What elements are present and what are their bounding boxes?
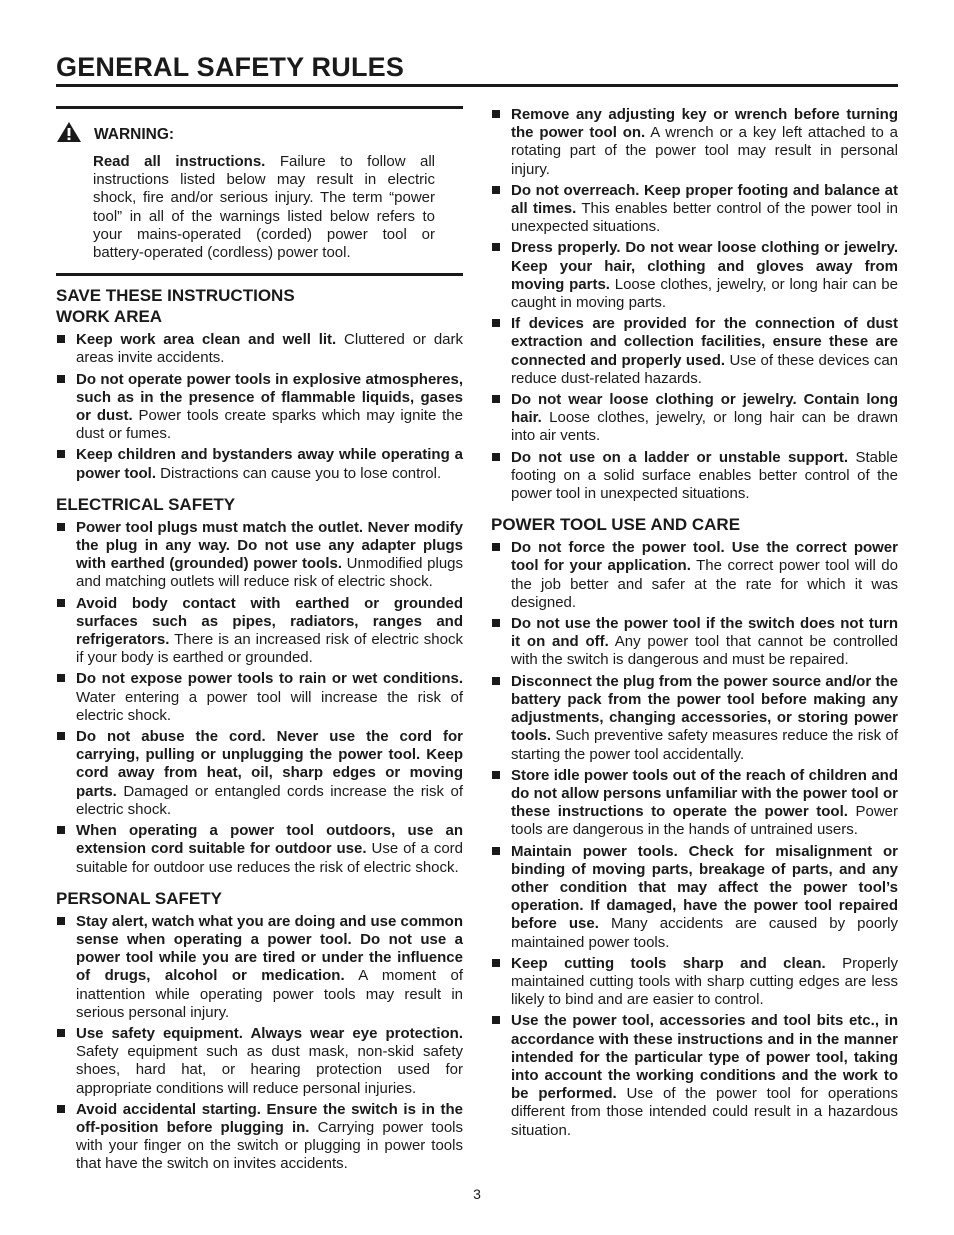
rule-lead: Avoid body contact with earthed or grounded surfaces such as pipes, radiators, ranges and refrigerators. — [76, 594, 463, 649]
rule-item — [491, 1012, 898, 1139]
rule-text: Use of these devices can reduce dust-related hazards. — [511, 351, 898, 387]
section-divider — [56, 273, 463, 276]
square-bullet-icon — [492, 243, 500, 251]
square-bullet-icon — [57, 599, 65, 607]
rule-item — [56, 670, 463, 725]
rule-text: Use of the power tool for operations different from those intended could result in a hazardous situation. — [511, 1085, 898, 1139]
rule-item — [56, 913, 463, 1022]
warning-heading — [56, 121, 463, 149]
rule-item — [491, 391, 898, 446]
rule-lead: Keep cutting tools sharp and clean. — [511, 954, 826, 972]
rule-text: This enables better control of the power tool in unexpected situations. — [511, 200, 898, 236]
square-bullet-icon — [492, 619, 500, 627]
page-number: 3 — [473, 1186, 481, 1202]
rule-item — [56, 1101, 463, 1174]
rule-item — [56, 595, 463, 668]
warning-lead: Read all instructions. — [93, 153, 266, 170]
rule-lead: Do not operate power tools in explosive atmospheres, such as in the presence of flammable liquids, gases or dust. — [76, 370, 463, 425]
rule-item — [491, 955, 898, 1010]
rule-lead: Remove any adjusting key or wrench before turning the power tool on. — [511, 106, 898, 142]
rule-text: Properly maintained cutting tools with sharp cutting edges are less likely to bind and are easier to control. — [511, 954, 898, 1009]
square-bullet-icon — [492, 1016, 500, 1024]
rule-item — [491, 767, 898, 840]
work-area-heading: WORK AREA — [56, 307, 163, 327]
square-bullet-icon — [57, 1029, 65, 1037]
rule-text: A wrench or a key left attached to a rotating part of the power tool may result in personal injury. — [511, 124, 898, 178]
rule-lead: Use the power tool, accessories and tool bits etc., in accordance with these instructions and in the manner intended for the particular type of power tool, taking into account the working conditions and the work to be performed. — [511, 1012, 898, 1103]
rule-text: Loose clothes, jewelry, or long hair can be drawn into air vents. — [511, 409, 898, 445]
rule-lead: Keep work area clean and well lit. — [76, 331, 337, 349]
rule-lead: Avoid accidental starting. Ensure the switch is in the off-position before plugging in. — [76, 1100, 463, 1136]
warning-box — [56, 106, 463, 262]
rule-text: Use of a cord suitable for outdoor use reduces the risk of electric shock. — [76, 840, 463, 876]
rule-item — [56, 1025, 463, 1098]
rule-lead: If devices are provided for the connection of dust extraction and collection facilities, ensure these are connected and properly used. — [511, 315, 898, 369]
rule-lead: Do not use the power tool if the switch does not turn it on and off. — [511, 615, 898, 651]
square-bullet-icon — [492, 110, 500, 118]
square-bullet-icon — [57, 826, 65, 834]
rule-item — [491, 315, 898, 388]
rule-item — [491, 106, 898, 179]
electrical-safety-heading: ELECTRICAL SAFETY — [56, 494, 236, 514]
rule-text: Cluttered or dark areas invite accidents. — [76, 331, 464, 367]
rule-text: Such preventive safety measures reduce the risk of starting the power tool accidentally. — [511, 727, 898, 763]
rule-lead: Do not use on a ladder or unstable support. — [511, 448, 849, 466]
title-rule — [56, 84, 898, 87]
rule-item — [491, 615, 898, 670]
rule-item — [56, 331, 463, 367]
rule-text: Carrying power tools with your finger on the switch or plugging in power tools that have the switch on invites accidents. — [76, 1118, 463, 1173]
rule-text: Any power tool that cannot be controlled with the switch is dangerous and must be repaired. — [511, 633, 899, 669]
square-bullet-icon — [492, 847, 500, 855]
warning-body: Failure to follow all instructions listed below may result in electric shock, fire and/or serious injury. The term “power tool” in all of the warnings listed below refers to your mains-operated (corded) power tool or battery-operated (cordless) power tool. — [93, 153, 436, 262]
rule-text: Damaged or entangled cords increase the risk of electric shock. — [76, 782, 464, 818]
rule-text: The correct power tool will do the job better and safer at the rate for which it was designed. — [511, 557, 898, 611]
rule-lead: Do not overreach. Keep proper footing and balance at all times. — [511, 181, 898, 218]
electrical-safety-list — [56, 519, 463, 877]
power-tool-use-list — [491, 539, 898, 1140]
rule-item — [491, 843, 898, 952]
square-bullet-icon — [57, 450, 65, 458]
rule-item — [491, 673, 898, 764]
square-bullet-icon — [492, 677, 500, 685]
save-instructions-heading: SAVE THESE INSTRUCTIONS — [56, 286, 295, 306]
rule-text: Power tools create sparks which may ignite the dust or fumes. — [76, 407, 463, 443]
square-bullet-icon — [492, 771, 500, 779]
rule-lead: Store idle power tools out of the reach of children and do not allow persons unfamiliar with the power tool or these instructions to operate the power tool. — [511, 766, 898, 821]
rule-lead: Use safety equipment. Always wear eye protection. — [76, 1024, 463, 1042]
personal-safety-heading: PERSONAL SAFETY — [56, 888, 222, 908]
rule-text: Stable footing on a solid surface enables better control of the power tool in unexpected situations. — [511, 448, 898, 503]
rule-item — [56, 371, 463, 444]
rule-lead: Stay alert, watch what you are doing and use common sense when operating a power tool. Do not use a power tool while you are tired or under the influence of drugs, alcohol or medication. — [76, 912, 463, 985]
square-bullet-icon — [492, 319, 500, 327]
square-bullet-icon — [492, 395, 500, 403]
square-bullet-icon — [57, 674, 65, 682]
rule-text: Water entering a power tool will increase the risk of electric shock. — [76, 688, 463, 724]
square-bullet-icon — [492, 959, 500, 967]
rule-lead: Do not wear loose clothing or jewelry. Contain long hair. — [511, 391, 898, 427]
square-bullet-icon — [492, 453, 500, 461]
rule-text: There is an increased risk of electric shock if your body is earthed or grounded. — [76, 631, 463, 667]
rule-lead: Do not expose power tools to rain or wet conditions. — [76, 670, 463, 688]
page-title: GENERAL SAFETY RULES — [56, 52, 405, 82]
square-bullet-icon — [492, 186, 500, 194]
left-column — [56, 106, 463, 1177]
rule-lead: Do not abuse the cord. Never use the cord for carrying, pulling or unplugging the power tool. Keep cord away from heat, oil, sharp edges or moving parts. — [76, 728, 463, 800]
square-bullet-icon — [57, 375, 65, 383]
rule-lead: Disconnect the plug from the power source and/or the battery pack from the power tool before making any adjustments, changing accessories, or storing power tools. — [511, 672, 898, 745]
rule-text: Distractions can cause you to lose control. — [160, 464, 442, 482]
square-bullet-icon — [57, 732, 65, 740]
rule-item — [56, 728, 463, 819]
rule-item — [491, 182, 898, 237]
warning-triangle-icon — [56, 121, 82, 149]
power-tool-use-heading: POWER TOOL USE AND CARE — [491, 515, 741, 535]
rule-lead: Do not force the power tool. Use the correct power tool for your application. — [511, 539, 898, 575]
square-bullet-icon — [57, 335, 65, 343]
rule-item — [56, 519, 463, 592]
warning-label: WARNING: — [94, 126, 175, 143]
rule-item — [491, 239, 898, 312]
square-bullet-icon — [57, 1105, 65, 1113]
rule-text: Many accidents are caused by poorly maintained power tools. — [511, 915, 898, 951]
rule-text: Safety equipment such as dust mask, non-skid safety shoes, hard hat, or hearing protection used for appropriate conditions will reduce personal injuries. — [76, 1043, 463, 1097]
rule-lead: When operating a power tool outdoors, use an extension cord suitable for outdoor use. — [76, 822, 463, 858]
rule-lead: Keep children and bystanders away while operating a power tool. — [76, 446, 463, 482]
rule-item — [491, 539, 898, 612]
rule-text: Unmodified plugs and matching outlets will reduce risk of electric shock. — [76, 555, 463, 591]
rule-lead: Power tool plugs must match the outlet. Never modify the plug in any way. Do not use any adapter plugs with earthed (grounded) power tools. — [76, 518, 463, 573]
rule-lead: Maintain power tools. Check for misalignment or binding of moving parts, breakage of parts, and any other condition that may affect the power tool’s operation. If damaged, have the power tool repaired before use. — [511, 842, 898, 933]
rule-text: Power tools are dangerous in the hands of untrained users. — [511, 803, 899, 839]
rule-item — [491, 449, 898, 504]
square-bullet-icon — [57, 917, 65, 925]
square-bullet-icon — [492, 543, 500, 551]
right-column — [491, 106, 898, 1143]
personal-safety-list — [56, 913, 463, 1174]
personal-safety-list-continued — [491, 106, 898, 503]
rule-lead: Dress properly. Do not wear loose clothing or jewelry. Keep your hair, clothing and gloves away from moving parts. — [511, 239, 898, 293]
rule-item — [56, 446, 463, 482]
rule-text: A moment of inattention while operating power tools may result in serious personal injury. — [76, 967, 463, 1021]
square-bullet-icon — [57, 523, 65, 531]
warning-text — [93, 153, 435, 262]
work-area-list — [56, 331, 463, 483]
rule-text: Loose clothes, jewelry, or long hair can be caught in moving parts. — [511, 275, 898, 312]
rule-item — [56, 822, 463, 877]
